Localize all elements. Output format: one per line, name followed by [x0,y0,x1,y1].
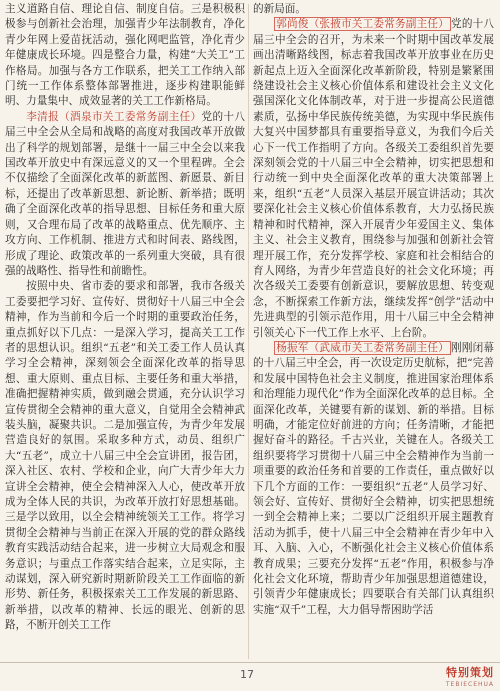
section-subtitle: TEBIECEHUA [445,681,494,688]
section-tag [446,664,494,688]
speaker-remarks: 党的十八届三中全会从全局和战略的高度对我国改革开放做出了科学的规划部署，是继十一届三中全会以来我国改革开放史中有深远意义的又一个里程碑。全会不仅描绘了全面深化改革的新蓝图、新愿景、新目标，还提出了改革新思想、新论断、新举措；既明确了全面深化改革的指导思想、目标任务和重大原则，又合理布局了改革的战略重点、优先顺序、主攻方向、工作机制、推进方式和时间表、路线图，形成了理论、政策改革的一系列重大突破，具有很强的战略性、指导性和前瞻性。 [5,110,246,277]
left-column [5,2,245,634]
right-column [253,2,494,618]
paragraph [253,17,494,341]
speaker-name: 郭尚俊（张掖市关工委常务副主任） [276,18,450,31]
paragraph: 按照中央、省市委的要求和部署，我市各级关工委要把学习好、宣传好、贯彻好十八届三中全会精神，作为当前和今后一个时期的重要政治任务，重点抓好以下几点：一是深入学习，提高关工工作者的思想认识。组织“五老”和关工委工作人员认真学习全会精神，深刻领会全面深化改革的指导思想、重大原则、重点目标、主要任务和重大举措，准确把握精神实质，做到融会贯通，充分认识学习宣传贯彻全会精神的重大意义，自觉用全会精神武装头脑，凝聚共识。二是加强宣传，为青少年发展营造良好的氛围。采取多种方式，动员、组织广大“五老”，成立十八届三中全会宣讲团，报告团，深入社区、农村、学校和企业，向广大青少年大力宣讲全会精神，使全会精神深入人心，使改革开放成为全体人民的共识，为改革开放打好思想基础。三是学以致用，以全会精神统领关工工作。将学习贯彻全会精神与当前正在深入开展的党的群众路线教育实践活动结合起来，进一步树立大局观念和服务意识；与重点工作落实结合起来，立足实际，主动谋划，深入研究新时期新阶段关工工作面临的新形势、新任务，积极探索关工工作发展的新思路、新举措，以改革的精神、长远的眼光、创新的思路，不断开创关工工作 [5,280,245,632]
speaker-name: 李清报（酒泉市关工委常务副主任） [26,110,202,123]
column-divider [248,4,249,659]
paragraph [5,110,245,279]
page-number: 17 [240,668,254,681]
paragraph [253,341,494,618]
speaker-remarks: 刚刚闭幕的十八届三中全会，再一次设定历史航标，把“完善和发展中国特色社会主义制度，推进国家治理体系和治理能力现代化”作为全面深化改革的总目标。全面深化改革，关键要有新的谋划、新的举措。目标明确，才能定位好前进的方向；任务清晰，才能把握好奋斗的路径。千古兴业，关键在人。各级关工组织要将学习贯彻十八届三中全会精神作为当前一项重要的政治任务和首要的工作责任，重点做好以下几个方面的工作：一要组织“五老”人员学习好、领会好、宣传好、贯彻好全会精神，切实把思想统一到全会精神上来；二要以广泛组织开展主题教育活动为抓手，使十八届三中全会精神在青少年中入耳、入脑、入心，不断强化社会主义核心价值体系教育成果；三要充分发挥“五老”作用，积极参与净化社会文化环境，帮助青少年加强思想道德建设，引领青少年健康成长；四要联合有关部门认真组织实施“双千”工程，大力倡导帮困助学活 [253,341,495,616]
paragraph: 主义道路自信、理论自信、制度自信。三是积极积极参与创新社会治理，加强青少年法制教育，净化青少年网上爱苗抚活动，强化网吧监管，净化青少年健康成长环境。四是整合力量，构建“大关工”工作格局。加强与各方工作联系，把关工工作纳入部门统一工作体系整体部署推进，逐步构建职能鲜明、力量集中、成效显著的关工工作新格局。 [5,3,245,108]
speaker-remarks: 党的十八届三中全会的召开，为未来一个时期中国改革发展画出清晰路线图，标志着我国改革开放事业在历史新起点上迈入全面深化改革新阶段，特别是繁紧围绕建设社会主义核心价值体系和建设社会主义文化强国深化文化体制改革，对于进一步提高公民道德素质，弘扬中华民族传统美德，为实现中华民族伟大复兴中国梦都具有重要指导意义，为我们今后关心下一代工作指明了方向。各级关工委组织首先要深刻领会党的十八届三中全会精神，切实把思想和行动统一到中央全面深化改革的重大决策部署上来，组织“五老”人员深入基层开展宣讲活动；其次要深化社会主义核心价值体系教育，大力弘扬民族精神和时代精神，深入开展青少年爱国主义、集体主义、社会主义教育，围绕参与加强和创新社会管理开展工作，充分发挥学校、家庭和社会相结合的育人网络，为青少年营造良好的社会文化环境；再次各级关工委要有创新意识，要解放思想、转变观念，不断探索工作新方法，继续发挥“创学”活动中先进典型的引领示范作用，用十八届三中全会精神引领关心下一代工作上水平、上台阶。 [253,18,495,339]
paragraph: 的新局面。 [253,3,306,15]
footer-rule [0,662,500,663]
section-title: 特别策划 [446,666,494,679]
speaker-name: 杨振军（武威市关工委常务副主任） [276,341,450,354]
